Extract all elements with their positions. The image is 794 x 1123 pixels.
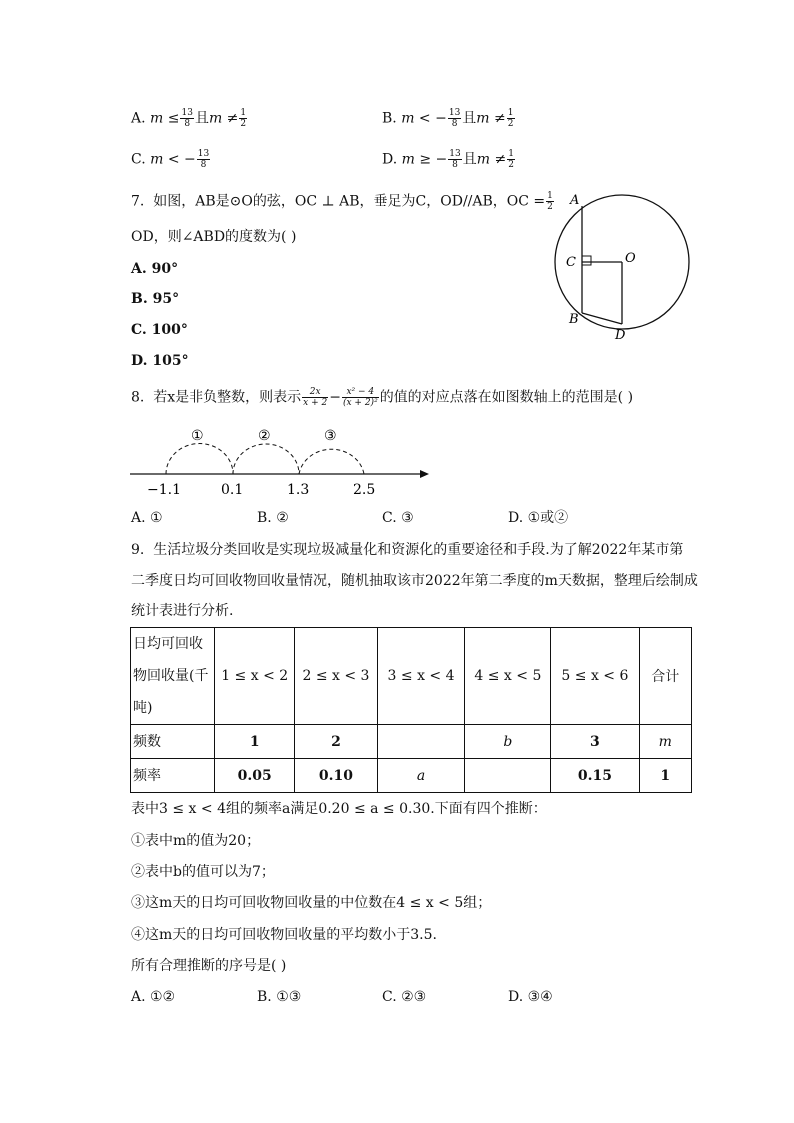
segment-bd bbox=[582, 313, 622, 324]
q7-option-a[interactable]: A. 90° bbox=[131, 261, 179, 277]
tick-label-3: 1.3 bbox=[287, 482, 310, 498]
q9-stem-line3: 统计表进行分析. bbox=[131, 603, 234, 619]
question-number: 7. bbox=[131, 193, 145, 210]
label-d: D bbox=[615, 328, 626, 343]
table-cell: 0.15 bbox=[551, 759, 639, 793]
q9-inference-4: ④这m天的日均可回收物回收量的平均数小于3.5. bbox=[131, 927, 437, 943]
table-cell: b bbox=[465, 725, 551, 759]
table-column-header: 合计 bbox=[639, 628, 691, 725]
q8-option-d[interactable]: D. ①或② bbox=[508, 510, 569, 526]
q8-stem: 8. 若x是非负整数，则表示 $\frac{2x}{x + 2}$ − $\frac{\text{x² − 4}}{\text{(x + 2)²}}$ 的值的对应点落在如图数轴上的范围是( ) bbox=[131, 387, 634, 408]
tick-label-1: −1.1 bbox=[147, 482, 181, 498]
q9-inference-3: ③这m天的日均可回收物回收量的中位数在4 ≤ x < 5组； bbox=[131, 895, 492, 911]
option-label: A. bbox=[131, 110, 146, 127]
table-cell bbox=[377, 725, 465, 759]
q9-option-b[interactable]: B. ①③ bbox=[257, 989, 302, 1005]
question-text: 如图，AB是⊙O的弦，OC ⊥ AB，垂足为C，OD//AB，OC = bbox=[153, 193, 546, 210]
fraction: $\frac{1}{2}$ bbox=[240, 108, 247, 129]
option-label: B. bbox=[382, 110, 397, 127]
q7-stem-line2: OD，则∠ABD的度数为( ) bbox=[131, 229, 297, 245]
table-column-header: 4 ≤ x < 5 bbox=[465, 628, 551, 725]
q6-option-c[interactable]: C. m < − $\frac{13}{8}$ bbox=[131, 149, 210, 170]
q9-option-c[interactable]: C. ②③ bbox=[382, 989, 427, 1005]
fraction: $\frac{13}{8}$ bbox=[448, 108, 461, 129]
q9-note: 表中3 ≤ x < 4组的频率a满足0.20 ≤ a ≤ 0.30.下面有四个推断： bbox=[131, 801, 547, 817]
fraction: $\frac{1}{2}$ bbox=[547, 191, 553, 212]
table-cell: 2 bbox=[295, 725, 377, 759]
table-cell: 1 bbox=[639, 759, 691, 793]
row-label: 频数 bbox=[131, 725, 215, 759]
table-column-header: 2 ≤ x < 3 bbox=[295, 628, 377, 725]
region-label-1: ① bbox=[191, 428, 204, 444]
q9-ask: 所有合理推断的序号是( ) bbox=[131, 958, 287, 974]
fraction: $\frac{13}{8}$ bbox=[181, 108, 193, 129]
table-header-row bbox=[131, 628, 692, 725]
q9-stem-line1: 9. 生活垃圾分类回收是实现垃圾减量化和资源化的重要途径和手段.为了解2022年某市第 bbox=[131, 542, 684, 558]
q7-option-b[interactable]: B. 95° bbox=[131, 291, 180, 307]
region-label-3: ③ bbox=[324, 428, 337, 444]
q7-option-d[interactable]: D. 105° bbox=[131, 353, 189, 369]
arc-1 bbox=[166, 444, 233, 474]
region-label-2: ② bbox=[258, 428, 271, 444]
q8-number-line bbox=[125, 422, 435, 502]
table-cell: a bbox=[377, 759, 465, 793]
option-label: C. bbox=[131, 151, 146, 168]
table-header-label: 日均可回收 物回收量(千 吨) bbox=[131, 628, 215, 725]
q8-option-b[interactable]: B. ② bbox=[257, 510, 289, 526]
table-column-header: 3 ≤ x < 4 bbox=[377, 628, 465, 725]
label-a: A bbox=[570, 193, 580, 208]
label-o: O bbox=[625, 251, 636, 266]
table-column-header: 5 ≤ x < 6 bbox=[551, 628, 639, 725]
right-angle-mark bbox=[582, 256, 591, 265]
option-label: D. bbox=[382, 151, 398, 168]
table-cell: m bbox=[639, 725, 691, 759]
q9-option-a[interactable]: A. ①② bbox=[131, 989, 176, 1005]
tick-label-2: 0.1 bbox=[221, 482, 244, 498]
row-label: 频率 bbox=[131, 759, 215, 793]
table-column-header: 1 ≤ x < 2 bbox=[215, 628, 295, 725]
table-cell: 1 bbox=[215, 725, 295, 759]
q7-circle-figure bbox=[548, 186, 698, 346]
label-b: B bbox=[569, 312, 579, 327]
q7-stem-line1 bbox=[131, 191, 555, 212]
q9-inference-2: ②表中b的值可以为7； bbox=[131, 864, 275, 880]
arc-3 bbox=[299, 449, 364, 474]
q7-option-c[interactable]: C. 100° bbox=[131, 322, 188, 338]
q8-option-c[interactable]: C. ③ bbox=[382, 510, 414, 526]
fraction: $\frac{\text{x² − 4}}{\text{(x + 2)²}}$ bbox=[342, 387, 378, 408]
question-number: 8. bbox=[131, 389, 145, 406]
table-row bbox=[131, 759, 692, 793]
q9-option-d[interactable]: D. ③④ bbox=[508, 989, 553, 1005]
q9-stem-line2: 二季度日均可回收物回收量情况，随机抽取该市2022年第二季度的m天数据，整理后绘制成 bbox=[131, 573, 698, 589]
fraction: $\frac{1}{2}$ bbox=[508, 149, 514, 170]
statistics-table bbox=[130, 627, 692, 793]
q9-inference-1: ①表中m的值为20； bbox=[131, 833, 261, 849]
table-cell: 0.10 bbox=[295, 759, 377, 793]
table-cell bbox=[465, 759, 551, 793]
table-cell: 3 bbox=[551, 725, 639, 759]
fraction: $\frac{13}{8}$ bbox=[449, 149, 461, 170]
q6-option-b[interactable]: B. m < − $\frac{13}{8}$ 且m ≠ $\frac{1}{2}$ bbox=[382, 108, 514, 129]
option-text: m ≤ bbox=[150, 110, 180, 127]
table-row bbox=[131, 725, 692, 759]
label-c: C bbox=[566, 255, 576, 270]
fraction: $\frac{2x}{x + 2}$ bbox=[303, 387, 328, 408]
tick-label-4: 2.5 bbox=[353, 482, 376, 498]
q6-option-d[interactable]: D. m ≥ − $\frac{13}{8}$ 且m ≠ $\frac{1}{2}$ bbox=[382, 149, 514, 170]
q6-option-a[interactable]: A. m ≤ $\frac{13}{8}$ 且m ≠ $\frac{1}{2}$ bbox=[131, 108, 247, 129]
fraction: $\frac{1}{2}$ bbox=[507, 108, 514, 129]
table-cell: 0.05 bbox=[215, 759, 295, 793]
fraction: $\frac{13}{8}$ bbox=[197, 149, 210, 170]
question-number: 9. bbox=[131, 542, 145, 558]
q8-option-a[interactable]: A. ① bbox=[131, 510, 163, 526]
axis-arrow-icon bbox=[420, 470, 429, 478]
arc-2 bbox=[233, 444, 299, 474]
